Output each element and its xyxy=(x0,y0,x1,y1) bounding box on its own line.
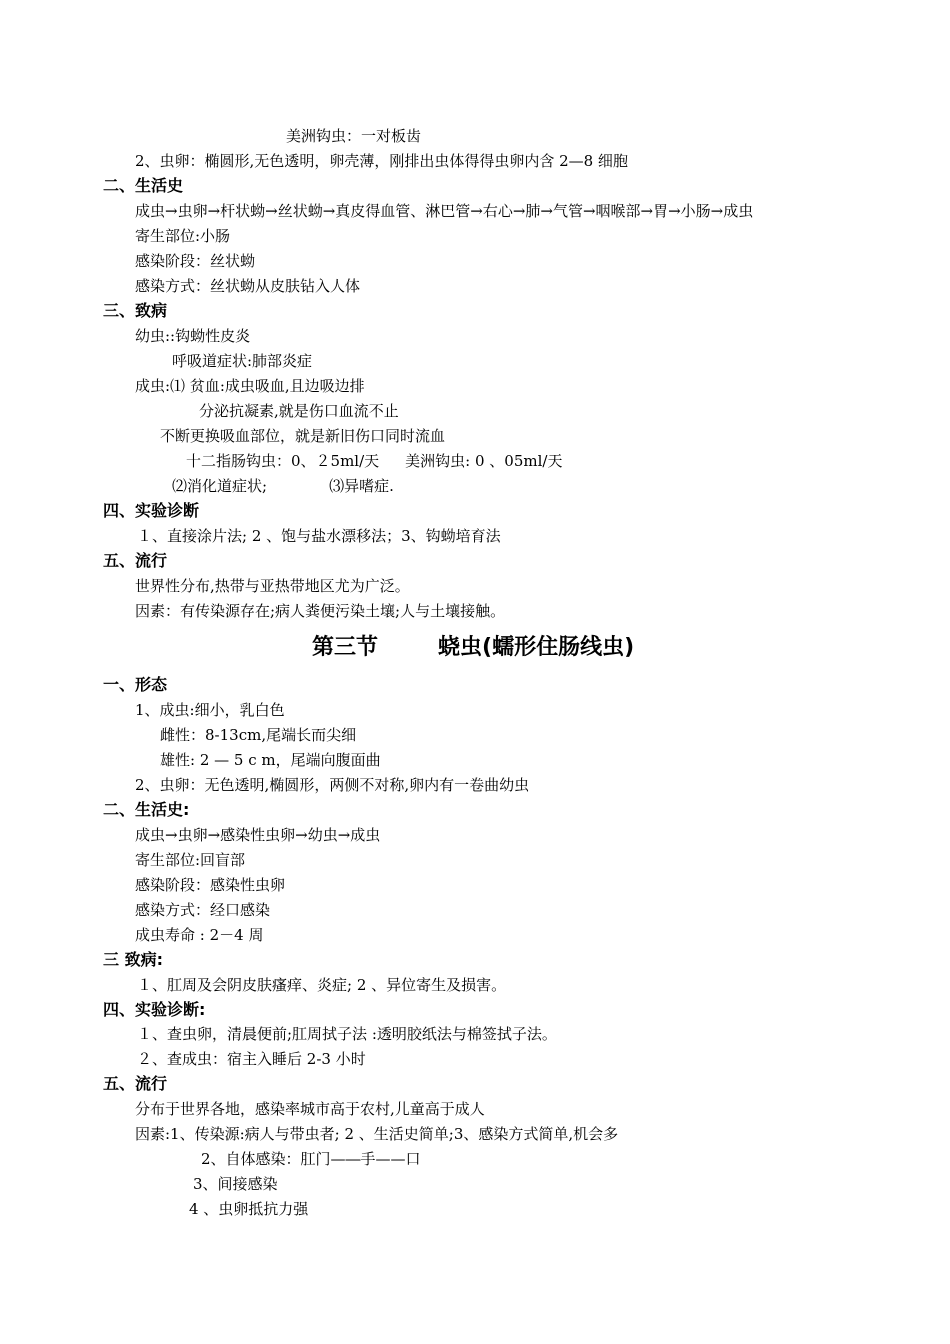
section-heading: 五、流行 xyxy=(103,551,168,570)
text-line: 感染阶段：感染性虫卵 xyxy=(135,876,286,894)
section-title xyxy=(312,634,634,662)
text-line: 感染方式：经口感染 xyxy=(135,901,271,919)
text-line: 幼虫::钩蚴性皮炎 xyxy=(135,327,251,345)
text-line: １、查虫卵，清晨便前;肛周拭子法 :透明胶纸法与棉签拭子法。 xyxy=(137,1025,557,1043)
text-line: 2、虫卵：椭圆形,无色透明，卵壳薄，刚排出虫体得得虫卵内含 2—8 细胞 xyxy=(135,152,628,170)
text-line: 2、自体感染：肛门—―手——口 xyxy=(201,1150,421,1168)
section-heading: 四、实验诊断 xyxy=(103,501,200,520)
section-heading: 四、实验诊断: xyxy=(103,1000,206,1019)
text-span: 美洲钩虫: 0 、05ml/天 xyxy=(405,452,563,470)
text-line: 寄生部位:小肠 xyxy=(135,227,231,245)
title-part: 第三节 xyxy=(312,635,379,660)
text-line: 感染阶段：丝状蚴 xyxy=(135,252,256,270)
text-line: 4 、虫卵抵抗力强 xyxy=(189,1200,309,1218)
text-line: 1、成虫:细小，乳白色 xyxy=(135,701,285,719)
section-heading: 三 致病: xyxy=(103,950,163,969)
section-heading: 一、形态 xyxy=(103,675,168,694)
text-line: １、直接涂片法; 2 、饱与盐水漂移法；3、钩蚴培育法 xyxy=(137,527,501,545)
text-line: 分布于世界各地，感染率城市高于农村,儿童高于成人 xyxy=(135,1100,485,1118)
text-line: １、肛周及会阴皮肤瘙痒、炎症; 2 、异位寄生及损害。 xyxy=(137,976,507,994)
text-line: 2、虫卵：无色透明,椭圆形，两侧不对称,卵内有一卷曲幼虫 xyxy=(135,776,530,794)
text-line: ２、查成虫：宿主入睡后 2-3 小时 xyxy=(137,1050,366,1068)
text-span: ⑶异嗜症. xyxy=(329,477,394,495)
text-line: 感染方式：丝状蚴从皮肤钻入人体 xyxy=(135,277,361,295)
section-heading: 三、致病 xyxy=(103,301,168,320)
text-line: 分泌抗凝素,就是伤口血流不止 xyxy=(199,402,399,420)
text-line: 寄生部位:回盲部 xyxy=(135,851,246,869)
text-span: 十二指肠钩虫：0、２5ml/天 xyxy=(186,452,380,470)
text-line xyxy=(172,476,394,496)
section-heading: 二、生活史 xyxy=(103,176,184,195)
text-line: 雄性: 2 — 5 c m，尾端向腹面曲 xyxy=(160,751,381,769)
text-line: 雌性：8-13cm,尾端长而尖细 xyxy=(160,726,357,744)
title-part: 蛲虫(蠕形住肠线虫) xyxy=(438,635,635,660)
text-span: ⑵消化道症状; xyxy=(172,477,268,495)
text-line: 成虫:⑴ 贫血:成虫吸血,且边吸边排 xyxy=(135,377,365,395)
text-line: 成虫→虫卵→感染性虫卵→幼虫→成虫 xyxy=(135,826,381,844)
text-line: 成虫→虫卵→杆状蚴→丝状蚴→真皮得血管、淋巴管→右心→肺→气管→咽喉部→胃→小肠→成虫 xyxy=(135,202,754,220)
text-line: 不断更换吸血部位，就是新旧伤口同时流血 xyxy=(160,427,446,445)
text-line: 成虫寿命 : 2－4 周 xyxy=(135,926,264,944)
section-heading: 二、生活史: xyxy=(103,800,190,819)
text-line: 呼吸道症状:肺部炎症 xyxy=(172,352,313,370)
text-line: 因素：有传染源存在;病人粪便污染土壤;人与土壤接触。 xyxy=(135,602,506,620)
text-line: 世界性分布,热带与亚热带地区尤为广泛。 xyxy=(135,577,410,595)
section-heading: 五、流行 xyxy=(103,1074,168,1093)
text-line: 美洲钩虫：一对板齿 xyxy=(286,127,422,145)
text-line xyxy=(186,451,562,471)
text-line: 因素:1、传染源:病人与带虫者; 2 、生活史简单;3、感染方式简单,机会多 xyxy=(135,1125,619,1143)
text-line: 3、间接感染 xyxy=(193,1175,278,1193)
